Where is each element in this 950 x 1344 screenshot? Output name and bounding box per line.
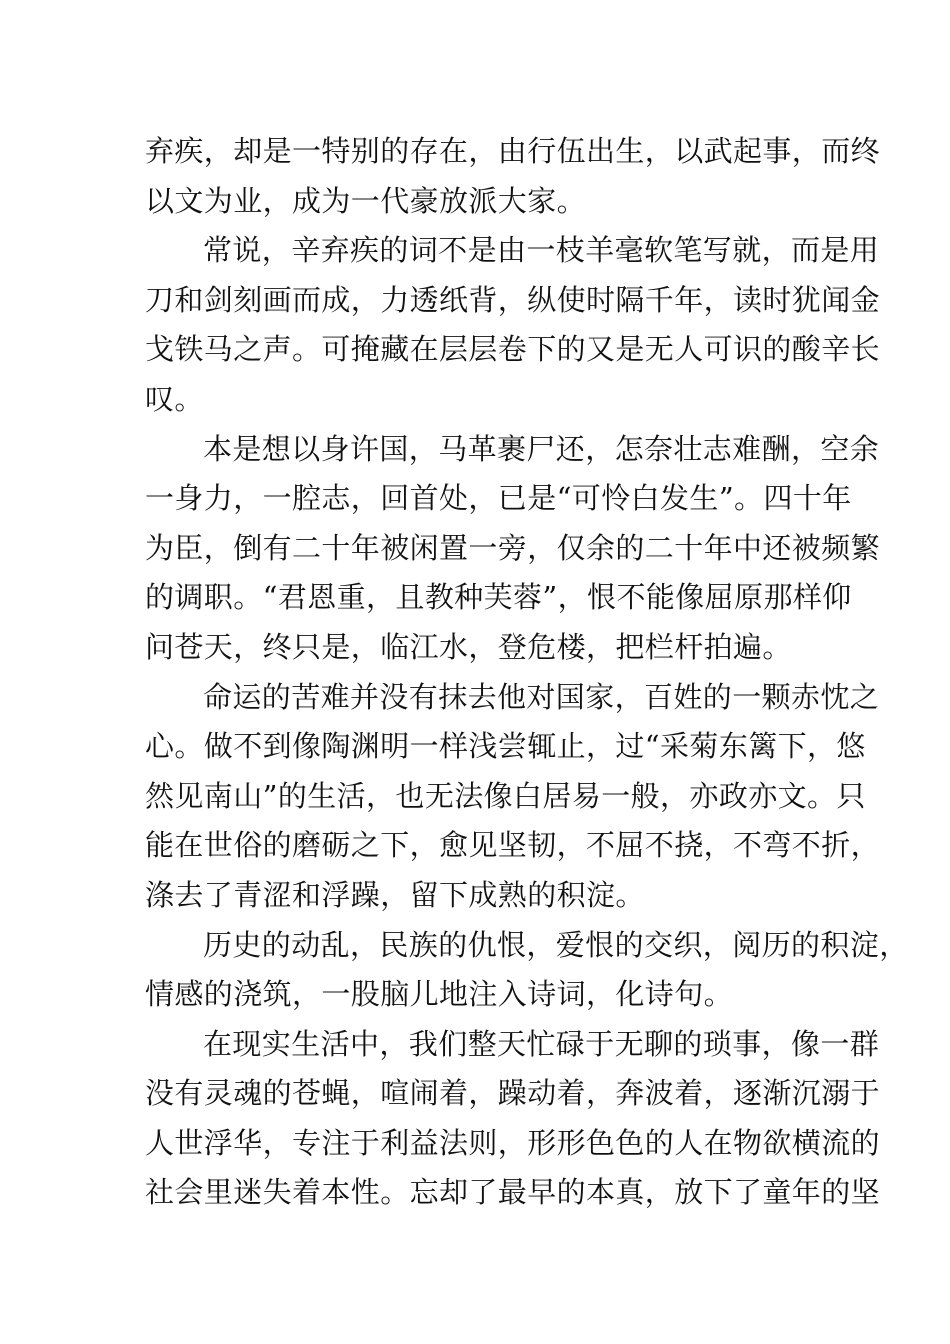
text-line: 然见南山”的生活，也无法像白居易一般，亦政亦文。只 [145, 778, 866, 813]
text-line: 问苍天，终只是，临江水，登危楼，把栏杆拍遍。 [145, 629, 792, 664]
text-line: 本是想以身许国，马革裹尸还，怎奈壮志难酬，空余 [203, 431, 880, 466]
text-line: 刀和剑刻画而成，力透纸背，纵使时隔千年，读时犹闻金 [145, 282, 881, 317]
text-line: 没有灵魂的苍蝇，喧闹着，躁动着，奔波着，逐渐沉溺于 [145, 1076, 881, 1111]
text-line: 常说，辛弃疾的词不是由一枝羊毫软笔写就，而是用 [203, 233, 880, 268]
text-line: 历史的动乱，民族的仇恨，爱恨的交织，阅历的积淀， [203, 927, 909, 962]
text-line: 心。做不到像陶渊明一样浅尝辄止，过“采菊东篱下，悠 [145, 729, 866, 764]
text-line: 戈铁马之声。可掩藏在层层卷下的又是无人可识的酸辛长 [145, 332, 881, 367]
text-line: 叹。 [145, 381, 204, 416]
text-line: 情感的浇筑，一股脑儿地注入诗词，化诗句。 [145, 977, 734, 1012]
text-line: 以文为业，成为一代豪放派大家。 [145, 183, 587, 218]
text-line: 在现实生活中，我们整天忙碌于无聊的琐事，像一群 [203, 1026, 880, 1061]
text-line: 为臣，倒有二十年被闲置一旁，仅余的二十年中还被频繁 [145, 530, 881, 565]
body-text [145, 127, 909, 1218]
text-line: 社会里迷失着本性。忘却了最早的本真，放下了童年的坚 [145, 1175, 881, 1210]
text-line: 能在世俗的磨砺之下，愈见坚韧，不屈不挠，不弯不折， [145, 828, 881, 863]
text-line: 的调职。“君恩重，且教种芙蓉”，恨不能像屈原那样仰 [145, 580, 852, 615]
text-line: 人世浮华，专注于利益法则，形形色色的人在物欲横流的 [145, 1125, 881, 1160]
text-line: 弃疾，却是一特别的存在，由行伍出生，以武起事，而终 [145, 134, 881, 168]
text-line: 命运的苦难并没有抹去他对国家，百姓的一颗赤忱之 [203, 679, 880, 714]
text-line: 一身力，一腔志，回首处，已是“可怜白发生”。四十年 [145, 481, 852, 516]
text-line: 涤去了青涩和浮躁，留下成熟的积淀。 [145, 877, 645, 912]
